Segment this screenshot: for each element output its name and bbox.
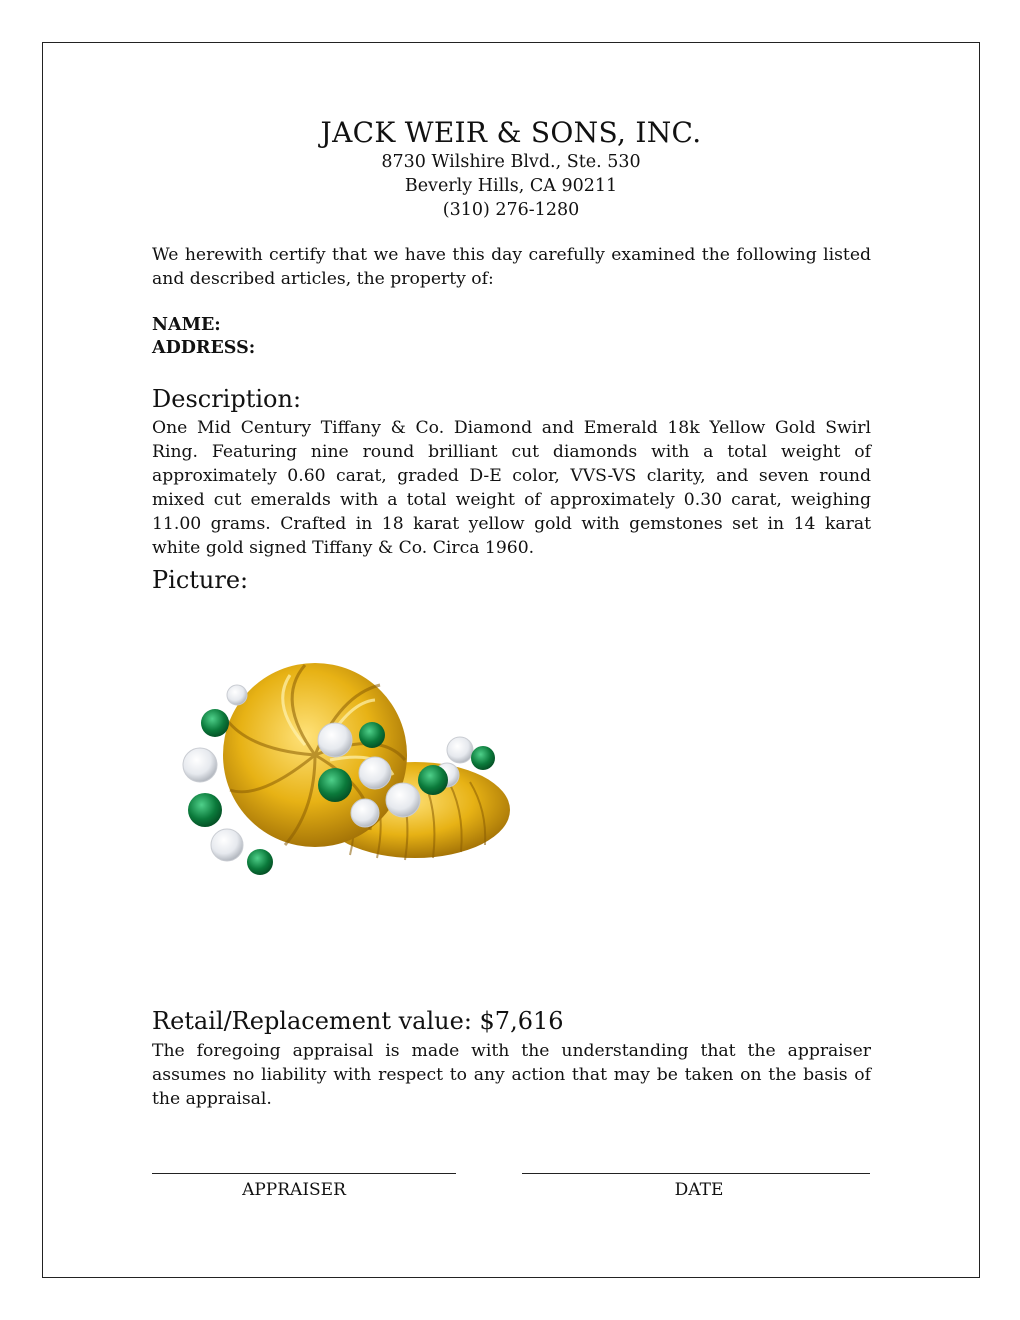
- company-phone: (310) 276-1280: [442, 200, 580, 220]
- appraiser-signature-line: [152, 1173, 456, 1174]
- picture-heading: Picture:: [152, 566, 249, 594]
- description-text: One Mid Century Tiffany & Co. Diamond and Emerald 18k Yellow Gold Swirl Ring. Featuring nine round brilliant cut diamonds with a total weight of approximately 0.60 carat, graded D-E color, VVS-VS clarity, and seven round mixed cut emeralds with a total weight of approximately 0.30 carat, weighing 11.00 grams. Crafted in 18 karat yellow gold with gemstones set in 14 karat white gold signed Tiffany & Co. Circa 1960.: [152, 418, 871, 558]
- retail-value-heading: Retail/Replacement value: $7,616: [152, 1007, 564, 1035]
- certification-text: We herewith certify that we have this day carefully examined the following listed and described articles, the property of:: [152, 245, 871, 289]
- name-label: NAME:: [152, 315, 221, 335]
- ring-swirl-dome: [223, 663, 407, 847]
- appraiser-label: APPRAISER: [242, 1180, 346, 1200]
- date-signature-line: [522, 1173, 870, 1174]
- company-address-line1: 8730 Wilshire Blvd., Ste. 530: [381, 152, 641, 172]
- company-name: JACK WEIR & SONS, INC.: [320, 116, 702, 149]
- disclaimer-text: The foregoing appraisal is made with the understanding that the appraiser assumes no liability with respect to any action that may be taken on the basis of the appraisal.: [152, 1041, 871, 1109]
- company-address-line2: Beverly Hills, CA 90211: [404, 176, 618, 196]
- ring-photo: [165, 640, 525, 920]
- date-label: DATE: [674, 1180, 724, 1200]
- address-label: ADDRESS:: [152, 338, 256, 358]
- description-heading: Description:: [152, 385, 302, 413]
